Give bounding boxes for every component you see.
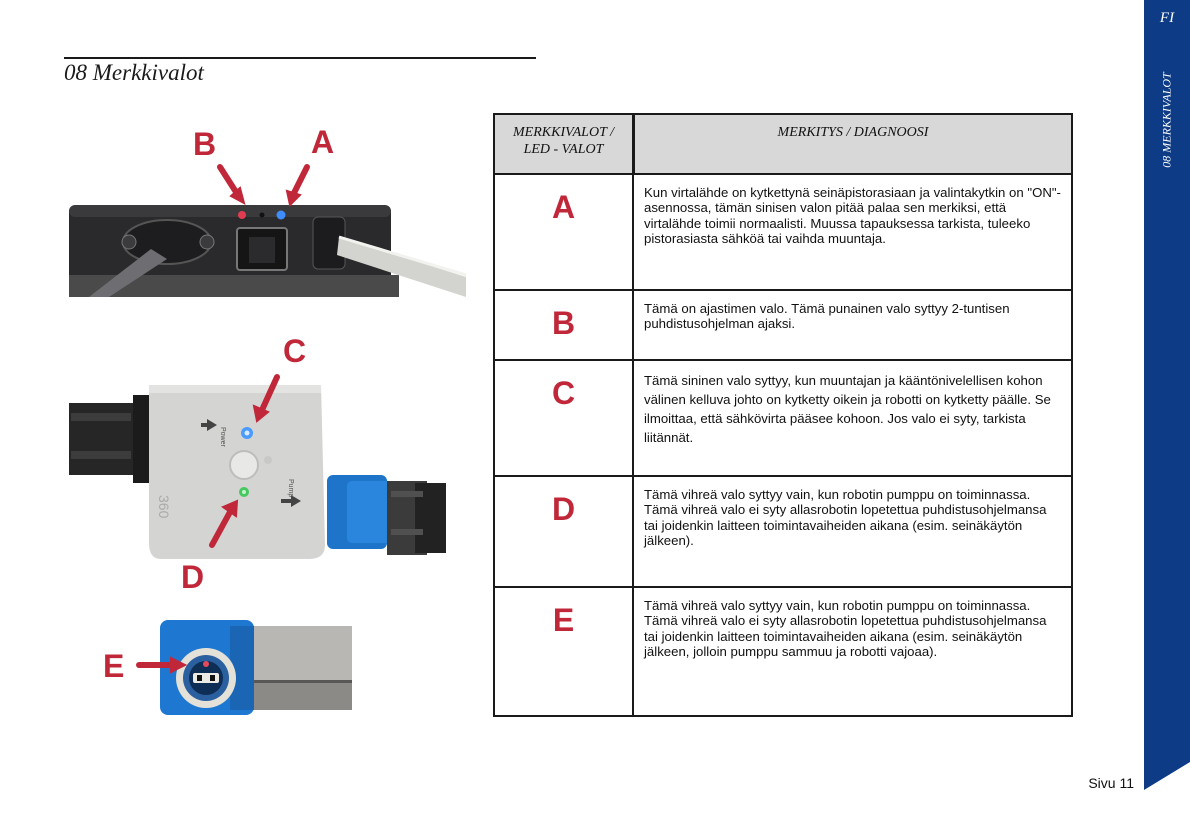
svg-text:360: 360: [156, 495, 172, 519]
row-letter: C: [551, 375, 576, 411]
callout-d: D: [181, 559, 205, 595]
row-description: Tämä vihreä valo syttyy vain, kun robotin pumppu on toiminnassa. Tämä vihreä valo ei syty allasrobotin lopetettua puhdistusohjelmansa tai joidenkin laitteen toimintavaiheiden aikana (esim. seinäkäytön jälkeen, jolloin pumppu sammuu ja robotti vajoaa).: [644, 598, 1047, 660]
callout-a: A: [311, 124, 335, 160]
row-letter: D: [551, 491, 576, 527]
led-table: [493, 113, 1073, 717]
page-number: Sivu 11: [1088, 775, 1134, 791]
callout-c: C: [283, 333, 307, 369]
annotation-arrows: [0, 0, 480, 700]
callout-e: E: [103, 648, 125, 684]
table-row: [495, 359, 1071, 475]
row-description: Kun virtalähde on kytkettynä seinäpistorasiaan ja valintakytkin on "ON"-asennossa, tämän sinisen valon pitää palaa sen merkiksi, että virtalähde toimii normaalisti. Muussa tapauksessa tarkista, tuleeko pistorasiasta sähköä tai vaihda muuntaja.: [644, 185, 1061, 247]
table-row: [495, 289, 1071, 359]
svg-text:Pump: Pump: [287, 479, 294, 498]
table-row: [495, 173, 1071, 289]
row-letter: E: [552, 602, 575, 638]
header-meaning-column: MERKITYS / DIAGNOOSI: [634, 115, 1071, 175]
language-tab: FI: [1159, 10, 1175, 26]
page-title: 08 Merkkivalot: [64, 60, 204, 85]
section-tab: 08 MERKKIVALOT: [1159, 72, 1174, 168]
table-row: [495, 586, 1071, 715]
row-description: Tämä sininen valo syttyy, kun muuntajan ja kääntönivelellisen kohon välinen kelluva johto on kytketty oikein ja robotti on kytketty päälle. Se ilmoittaa, että sähkövirta pääsee kohoon. Jos valo ei syty, tarkista liitännät.: [644, 373, 1051, 445]
header-led-column: MERKKIVALOT / LED - VALOT: [495, 115, 634, 175]
row-letter: B: [551, 305, 576, 341]
row-letter: A: [551, 189, 576, 225]
svg-text:Power: Power: [219, 427, 226, 447]
row-description: Tämä vihreä valo syttyy vain, kun robotin pumppu on toiminnassa. Tämä vihreä valo ei syty allasrobotin lopetettua puhdistusohjelmansa tai joidenkin laitteen toimintavaiheiden aikana (esim. seinäkäytön jälkeen).: [644, 487, 1047, 549]
callout-b: B: [193, 126, 217, 162]
table-row: [495, 475, 1071, 586]
table-header-row: [495, 115, 1071, 175]
row-description: Tämä on ajastimen valo. Tämä punainen valo syttyy 2-tuntisen puhdistusohjelman ajaksi.: [644, 301, 1010, 332]
